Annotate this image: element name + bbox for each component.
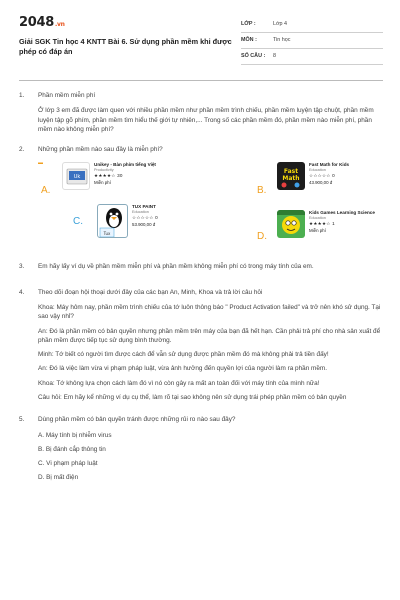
question-number: 4.: [19, 288, 25, 296]
app-info: [309, 162, 349, 190]
question-body: [38, 262, 383, 277]
question-body: [38, 145, 383, 256]
app-rating: ★★★★☆ 30: [94, 173, 123, 179]
question-body: [38, 288, 383, 408]
meta-row-class: [241, 17, 383, 33]
tux-paint-icon: [97, 204, 128, 238]
app-info: [132, 204, 158, 238]
question-number: 1.: [19, 92, 25, 99]
dialogue-line: An: Đó là phần mềm có bản quyền nhưng phần mềm trên máy của bạn đã hết hạn. Cần phải trả phí cho nhà sản xuất để phần mềm được tiếp tục sử dụng bình thường.: [38, 327, 381, 344]
dialogue-line: Khoa: Tớ không lựa chọn cách làm đó vì nó còn gây ra mất an toàn đối với máy tính của mình nữa!: [38, 379, 320, 387]
question-1: [19, 91, 383, 139]
option-d[interactable]: [257, 210, 375, 243]
header-left: [19, 14, 234, 70]
option-letter: C.: [73, 216, 83, 228]
meta-key: MÔN :: [241, 36, 257, 43]
logo-main: 2048: [19, 15, 54, 30]
question-5: [19, 415, 383, 487]
question-title: Dùng phần mềm có bản quyền tránh được những rủi ro nào sau đây?: [38, 416, 236, 424]
meta-value: 8: [273, 52, 276, 59]
header-divider: [19, 80, 383, 81]
app-options: [38, 160, 383, 256]
meta-value: Tin học: [273, 36, 291, 43]
question-paragraph: Ở lớp 3 em đã được làm quen với nhiều phần mềm như phần mềm trình chiếu, phần mềm luyện tập chuột, phần mềm luyện tập gõ phím, phần mềm tìm hiểu thế giới tự nhiên,... Trong số các phần mềm đó, phần mềm nào miễn phí, phần mềm nào không miễn phí?: [38, 107, 374, 133]
app-name: Unikey - Bàn phím tiếng Việt: [94, 162, 156, 168]
meta-key: LỚP :: [241, 20, 256, 27]
meta-row-count: [241, 49, 383, 65]
unikey-icon: [62, 162, 90, 190]
svg-text:Math: Math: [282, 175, 300, 183]
app-category: Education: [132, 210, 149, 215]
app-info: [309, 210, 375, 238]
app-rating: ☆☆☆☆☆ 0: [132, 215, 158, 221]
answer-option-c[interactable]: C. Vi phạm pháp luật: [38, 460, 98, 468]
answer-option-d[interactable]: D. Bị mất điện: [38, 474, 79, 482]
question-2: [19, 145, 383, 256]
question-4: [19, 288, 383, 408]
app-name: Fast Math for Kids: [309, 162, 350, 168]
svg-text:Tux: Tux: [103, 231, 111, 237]
question-title: Những phần mềm nào sau đây là miễn phí?: [38, 146, 163, 154]
question-number: 5.: [19, 416, 25, 424]
answer-option-b[interactable]: B. Bị đánh cắp thông tin: [38, 445, 106, 453]
header: [19, 14, 383, 70]
meta-value: Lớp 4: [273, 20, 288, 27]
question-body: [38, 415, 383, 487]
app-category: Education: [309, 216, 326, 221]
app-name: Kids Games Learning Science: [309, 210, 375, 216]
option-letter: A.: [41, 185, 51, 197]
app-price: Miễn phí: [94, 180, 111, 186]
meta-key: SỐ CÂU :: [241, 52, 266, 59]
fast-math-icon: [277, 162, 305, 190]
question-title: Em hãy lấy ví dụ về phần mềm miễn phí và phần mềm không miễn phí có trong máy tính của em.: [38, 263, 314, 271]
page-title: Giải SGK Tin học 4 KNTT Bài 6. Sử dụng phần mềm khi được phép có đáp án: [19, 36, 232, 56]
app-price: 43.900,00 đ: [309, 180, 333, 186]
option-letter: D.: [257, 231, 267, 243]
logo-suffix: .vn: [54, 21, 65, 28]
app-rating: ☆☆☆☆☆ 0: [309, 173, 335, 179]
app-category: Productivity: [94, 168, 114, 173]
question-number: 3.: [19, 263, 25, 271]
svg-text:Uk: Uk: [73, 174, 81, 181]
question-body: [38, 91, 383, 139]
decorative-mark-icon: ▬: [38, 160, 43, 167]
option-letter: B.: [257, 185, 267, 197]
app-price: 53.900,00 đ: [132, 222, 156, 228]
dialogue-line: An: Đó là việc làm vừa vi phạm pháp luật, vừa ảnh hưởng đến quyền lợi của người làm ra phần mềm.: [38, 365, 328, 373]
svg-text:Fast: Fast: [283, 168, 299, 176]
app-price: Miễn phí: [309, 228, 326, 234]
dialogue-line: Minh: Tớ biết có người tìm được cách để vẫn sử dụng được phần mềm đó mà không phải trả tiền đấy!: [38, 351, 329, 359]
option-b[interactable]: [257, 162, 350, 197]
app-name: TUX PAINT: [132, 204, 156, 210]
option-c[interactable]: [73, 204, 158, 238]
answer-options: [38, 431, 383, 483]
answer-option-a[interactable]: A. Máy tính bị nhiễm virus: [38, 431, 112, 439]
meta-table: [241, 17, 383, 70]
kids-games-icon: [277, 210, 305, 238]
app-category: Education: [309, 168, 326, 173]
site-logo[interactable]: [19, 14, 234, 33]
meta-row-subject: [241, 33, 383, 49]
question-3: [19, 262, 383, 277]
app-rating: ★★★★☆ 1: [309, 221, 335, 227]
option-a[interactable]: [41, 162, 156, 197]
app-info: [94, 162, 156, 190]
dialogue-line: Khoa: Máy hôm nay, phần mềm trình chiếu của tớ luôn thông báo " Product Activation failed" và trở nên khó sử dụng. Tại sao vậy nhỉ?: [38, 303, 381, 321]
question-prompt: Câu hỏi: Em hãy kể những ví dụ cụ thể, làm rõ tại sao không nên sử dụng trái phép phần mềm có bản quyền: [38, 393, 347, 401]
question-number: 2.: [19, 146, 25, 154]
question-title: Phần mềm miễn phí: [38, 92, 96, 99]
question-title: Theo dõi đoạn hội thoại dưới đây của các bạn An, Minh, Khoa và trả lời câu hỏi: [38, 288, 263, 296]
